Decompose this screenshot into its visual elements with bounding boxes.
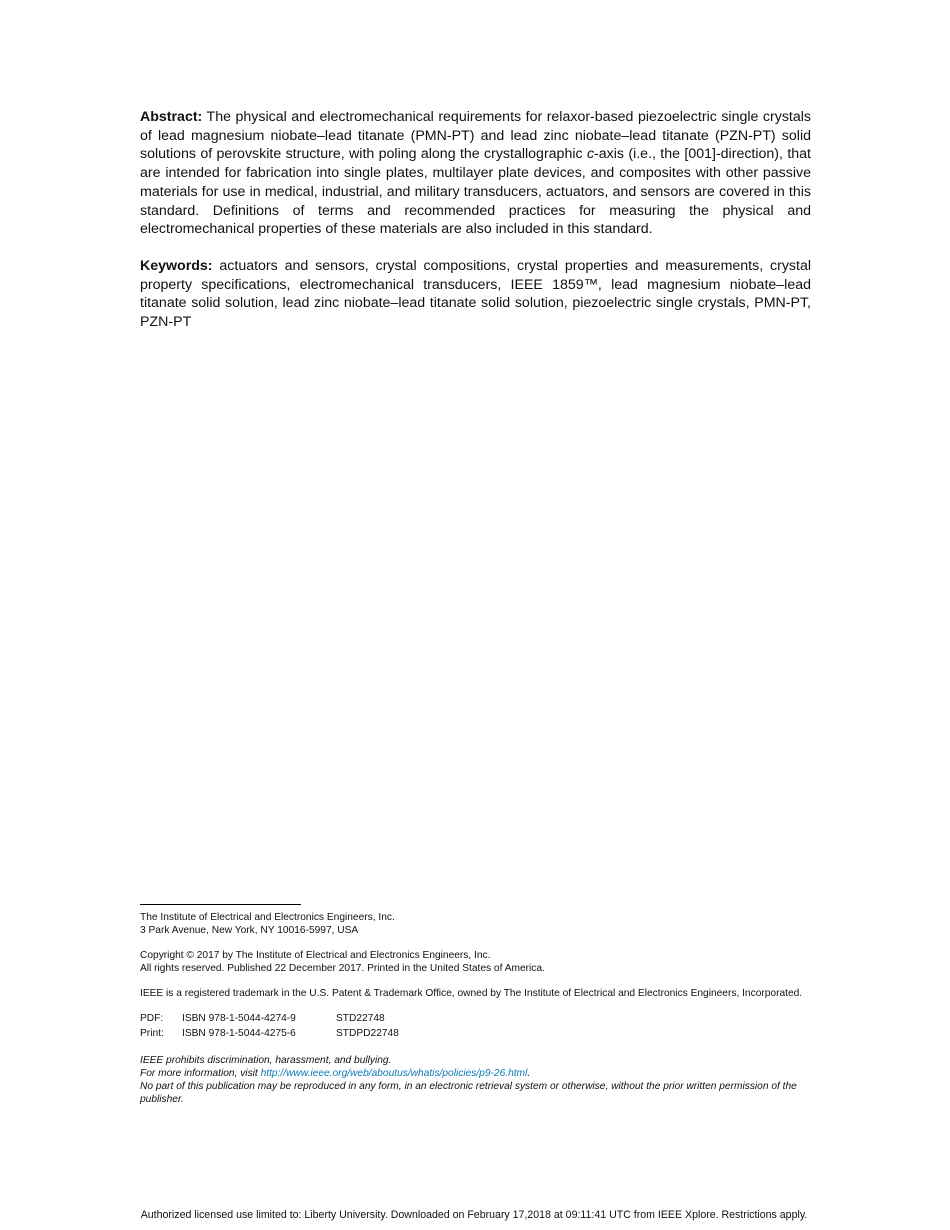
isbn-format: Print: xyxy=(140,1028,164,1039)
policy-line-1: IEEE prohibits discrimination, harassment, and bullying. xyxy=(140,1055,392,1066)
trademark-notice: IEEE is a registered trademark in the U.S. Patent & Trademark Office, owned by The Institute of Electrical and Electronics Engineers, Incorporated. xyxy=(140,988,803,999)
abstract-text-part2: -axis (i.e., the [001]-direction), that are intended for fabrication into single plates, multilayer plate devices, and composites with other passive materials for use in medical, industrial, and military transducers, actuators, and sensors are covered in this standard. Definitions of terms and recommended practices for measuring the physical and electromechanical properties of these materials are also included in this standard. xyxy=(140,146,811,238)
isbn-row-print xyxy=(140,1027,399,1042)
footer-divider xyxy=(140,904,301,905)
publisher-name: The Institute of Electrical and Electronics Engineers, Inc. xyxy=(140,912,395,923)
copyright-block xyxy=(140,949,811,975)
policy-block xyxy=(140,1054,811,1106)
isbn-format: PDF: xyxy=(140,1013,164,1024)
publisher-block xyxy=(140,911,811,937)
abstract-section xyxy=(140,108,811,350)
footer-section xyxy=(140,904,811,1118)
license-notice: Authorized licensed use limited to: Liberty University. Downloaded on February 17,2018 at 09:11:41 UTC from IEEE Xplore. Restrictions apply. xyxy=(140,1209,808,1221)
isbn-number: ISBN 978-1-5044-4275-6 xyxy=(182,1028,296,1039)
isbn-table xyxy=(140,1012,399,1042)
policy-suffix: . xyxy=(527,1068,531,1079)
isbn-number: ISBN 978-1-5044-4274-9 xyxy=(182,1013,296,1024)
rights-line: All rights reserved. Published 22 December 2017. Printed in the United States of America. xyxy=(140,963,545,974)
keywords-paragraph xyxy=(140,257,811,332)
policy-line-2 xyxy=(140,1067,811,1080)
policy-line-3: No part of this publication may be reproduced in any form, in an electronic retrieval system or otherwise, without the prior written permission of the publisher. xyxy=(140,1081,797,1105)
abstract-text-part1: The physical and electromechanical requirements for relaxor-based piezoelectric single crystals of lead magnesium niobate–lead titanate (PMN-PT) and lead zinc niobate–lead titanate (PZN-PT) solid solutions of perovskite structure, with poling along the crystallographic xyxy=(140,109,811,163)
abstract-italic-c: c xyxy=(586,146,595,163)
abstract-label: Abstract: xyxy=(140,109,203,125)
publisher-address: 3 Park Avenue, New York, NY 10016-5997, USA xyxy=(140,925,359,936)
abstract-paragraph xyxy=(140,108,811,239)
policy-link[interactable]: http://www.ieee.org/web/aboutus/whatis/policies/p9-26.html xyxy=(260,1068,528,1079)
copyright-line: Copyright © 2017 by The Institute of Electrical and Electronics Engineers, Inc. xyxy=(140,950,491,961)
keywords-text: actuators and sensors, crystal compositions, crystal properties and measurements, crystal property specifications, electromechanical transducers, IEEE 1859™, lead magnesium niobate–lead titanate solid solution, lead zinc niobate–lead titanate solid solution, piezoelectric single crystals, PMN-PT, PZN-PT xyxy=(140,257,811,331)
isbn-code: STDPD22748 xyxy=(336,1028,399,1039)
keywords-label: Keywords: xyxy=(140,257,213,274)
isbn-code: STD22748 xyxy=(336,1013,385,1024)
isbn-row-pdf xyxy=(140,1012,399,1027)
policy-prefix: For more information, visit xyxy=(140,1068,261,1079)
